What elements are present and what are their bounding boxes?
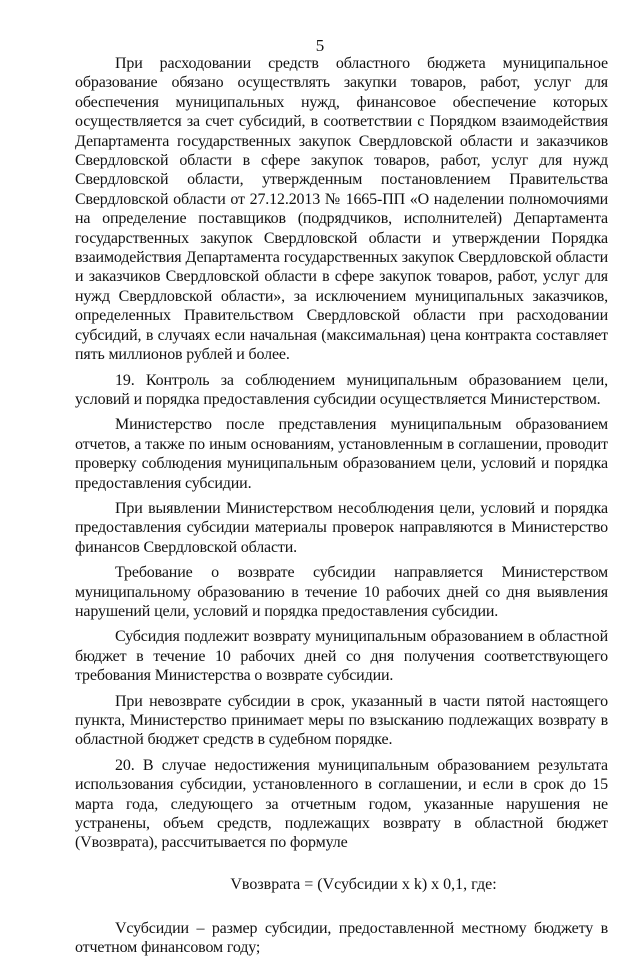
paragraph-violations-materials: При выявлении Министерством несоблюдения цели, условий и порядка предоставления субсидии материалы проверок направляются в Министерство финансов Свердловской области. <box>75 499 608 556</box>
document-body <box>75 54 608 964</box>
paragraph-procurement: При расходовании средств областного бюджета муниципальное образование обязано осуществлять закупки товаров, работ, услуг для обеспечения муниципальных нужд, финансовое обеспечение которых осуществляется за счет субсидий, в соответствии с Порядком взаимодействия Департамента государственных закупок Свердловской области и заказчиков Свердловской области в сфере закупок товаров, работ, услуг для нужд Свердловской области, утвержденным постановлением Правительства Свердловской области от 27.12.2013 № 1665-ПП «О наделении полномочиями на определение поставщиков (подрядчиков, исполнителей) Департамента государственных закупок Свердловской области и утверждении Порядка взаимодействия Департамента государственных закупок Свердловской области и заказчиков Свердловской области в сфере закупок товаров, работ, услуг для нужд Свердловской области», за исключением муниципальных заказчиков, определенных Правительством Свердловской области при расходовании субсидий, в случаях если начальная (максимальная) цена контракта составляет пять миллионов рублей и более. <box>75 55 608 364</box>
paragraph-ministry-inspection: Министерство после представления муниципальным образованием отчетов, а также по иным основаниям, установленным в соглашении, проводит проверку соблюдения муниципальным образованием цели, условий и порядка предоставления субсидии. <box>75 416 608 492</box>
paragraph-20-non-achievement: 20. В случае недостижения муниципальным образованием результата использования субсидии, установленного в соглашении, и если в срок до 15 марта года, следующего за отчетным годом, указанные нарушения не устранены, объем средств, подлежащих возврату в областной бюджет (Vвозврата), рассчитывается по формуле <box>75 756 608 852</box>
paragraph-19-control: 19. Контроль за соблюдением муниципальным образованием цели, условий и порядка предоставления субсидии осуществляется Министерством. <box>75 371 608 408</box>
paragraph-formula-definition: Vсубсидии – размер субсидии, предоставленной местному бюджету в отчетном финансовом году; <box>75 919 608 957</box>
paragraph-return-demand: Требование о возврате субсидии направляется Министерством муниципальному образованию в течение 10 рабочих дней со дня выявления нарушений цели, условий и порядка предоставления субсидии. <box>75 564 608 620</box>
paragraph-court-recovery: При невозврате субсидии в срок, указанный в части пятой настоящего пункта, Министерство принимает меры по взысканию подлежащих возврату в областной бюджет средств в судебном порядке. <box>75 692 608 749</box>
paragraph-return-deadline: Субсидия подлежит возврату муниципальным образованием в областной бюджет в течение 10 рабочих дней со дня получения соответствующего требования Министерства о возврате субсидии. <box>75 628 608 685</box>
return-formula: Vвозврата = (Vсубсидии x k) x 0,1, где: <box>230 875 497 893</box>
page-number: 5 <box>315 36 325 55</box>
